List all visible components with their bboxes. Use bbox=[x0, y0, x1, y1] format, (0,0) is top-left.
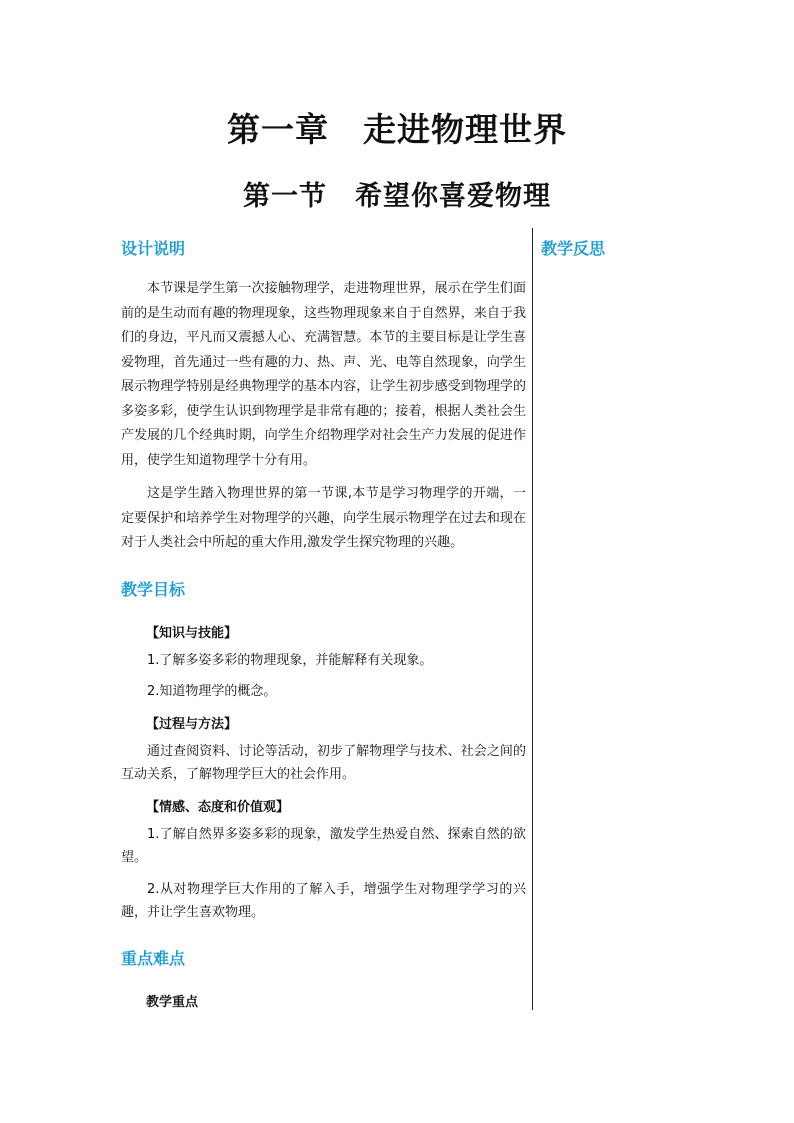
objective-item: 1.了解多姿多彩的物理现象，并能解释有关现象。 bbox=[147, 652, 433, 668]
design-note-heading: 设计说明 bbox=[121, 239, 186, 258]
knowledge-skills-label: 【知识与技能】 bbox=[146, 625, 238, 641]
objective-item: 2.知道物理学的概念。 bbox=[147, 683, 277, 699]
design-note-paragraph: 这是学生踏入物理世界的第一节课,本节是学习物理学的开端，一定要保护和培养学生对物理学的兴趣，向学生展示物理学在过去和现在对于人类社会中所起的重大作用,激发学生探究物理的兴趣。 bbox=[121, 486, 526, 550]
objective-item: 2.从对物理学巨大作用的了解入手，增强学生对物理学学习的兴趣，并让学生喜欢物理。 bbox=[121, 881, 526, 920]
main-column bbox=[121, 236, 526, 1010]
design-note-paragraph: 本节课是学生第一次接触物理学，走进物理世界，展示在学生们面前的是生动而有趣的物理现象，这些物理现象来自于自然界，来自于我们的身边，平凡而又震撼人心、充满智慧。本节的主要目标是让学生喜爱物理，首先通过一些有趣的力、热、声、光、电等自然现象，向学生展示物理学特别是经典物理学的基本内容，让学生初步感受到物理学的多姿多彩，使学生认识到物理学是非常有趣的；接着，根据人类社会生产发展的几个经典时期，向学生介绍物理学对社会生产力发展的促进作用，使学生知道物理学十分有用。 bbox=[121, 281, 526, 468]
objective-item: 1.了解自然界多姿多彩的现象，激发学生热爱自然、探索自然的欲望。 bbox=[121, 826, 526, 865]
chapter-title: 第一章 走进物理世界 bbox=[227, 110, 567, 149]
process-methods-label: 【过程与方法】 bbox=[146, 716, 238, 732]
section-title: 第一节 希望你喜爱物理 bbox=[243, 181, 551, 212]
emotion-values-label: 【情感、态度和价值观】 bbox=[146, 799, 290, 815]
column-divider bbox=[532, 228, 533, 1010]
key-points-heading: 重点难点 bbox=[121, 948, 186, 968]
objectives-heading: 教学目标 bbox=[121, 579, 186, 599]
reflection-heading: 教学反思 bbox=[541, 239, 606, 258]
teaching-focus-label: 教学重点 bbox=[146, 994, 199, 1010]
objective-item: 通过查阅资料、讨论等活动，初步了解物理学与技术、社会之间的互动关系，了解物理学巨大的社会作用。 bbox=[121, 743, 526, 782]
